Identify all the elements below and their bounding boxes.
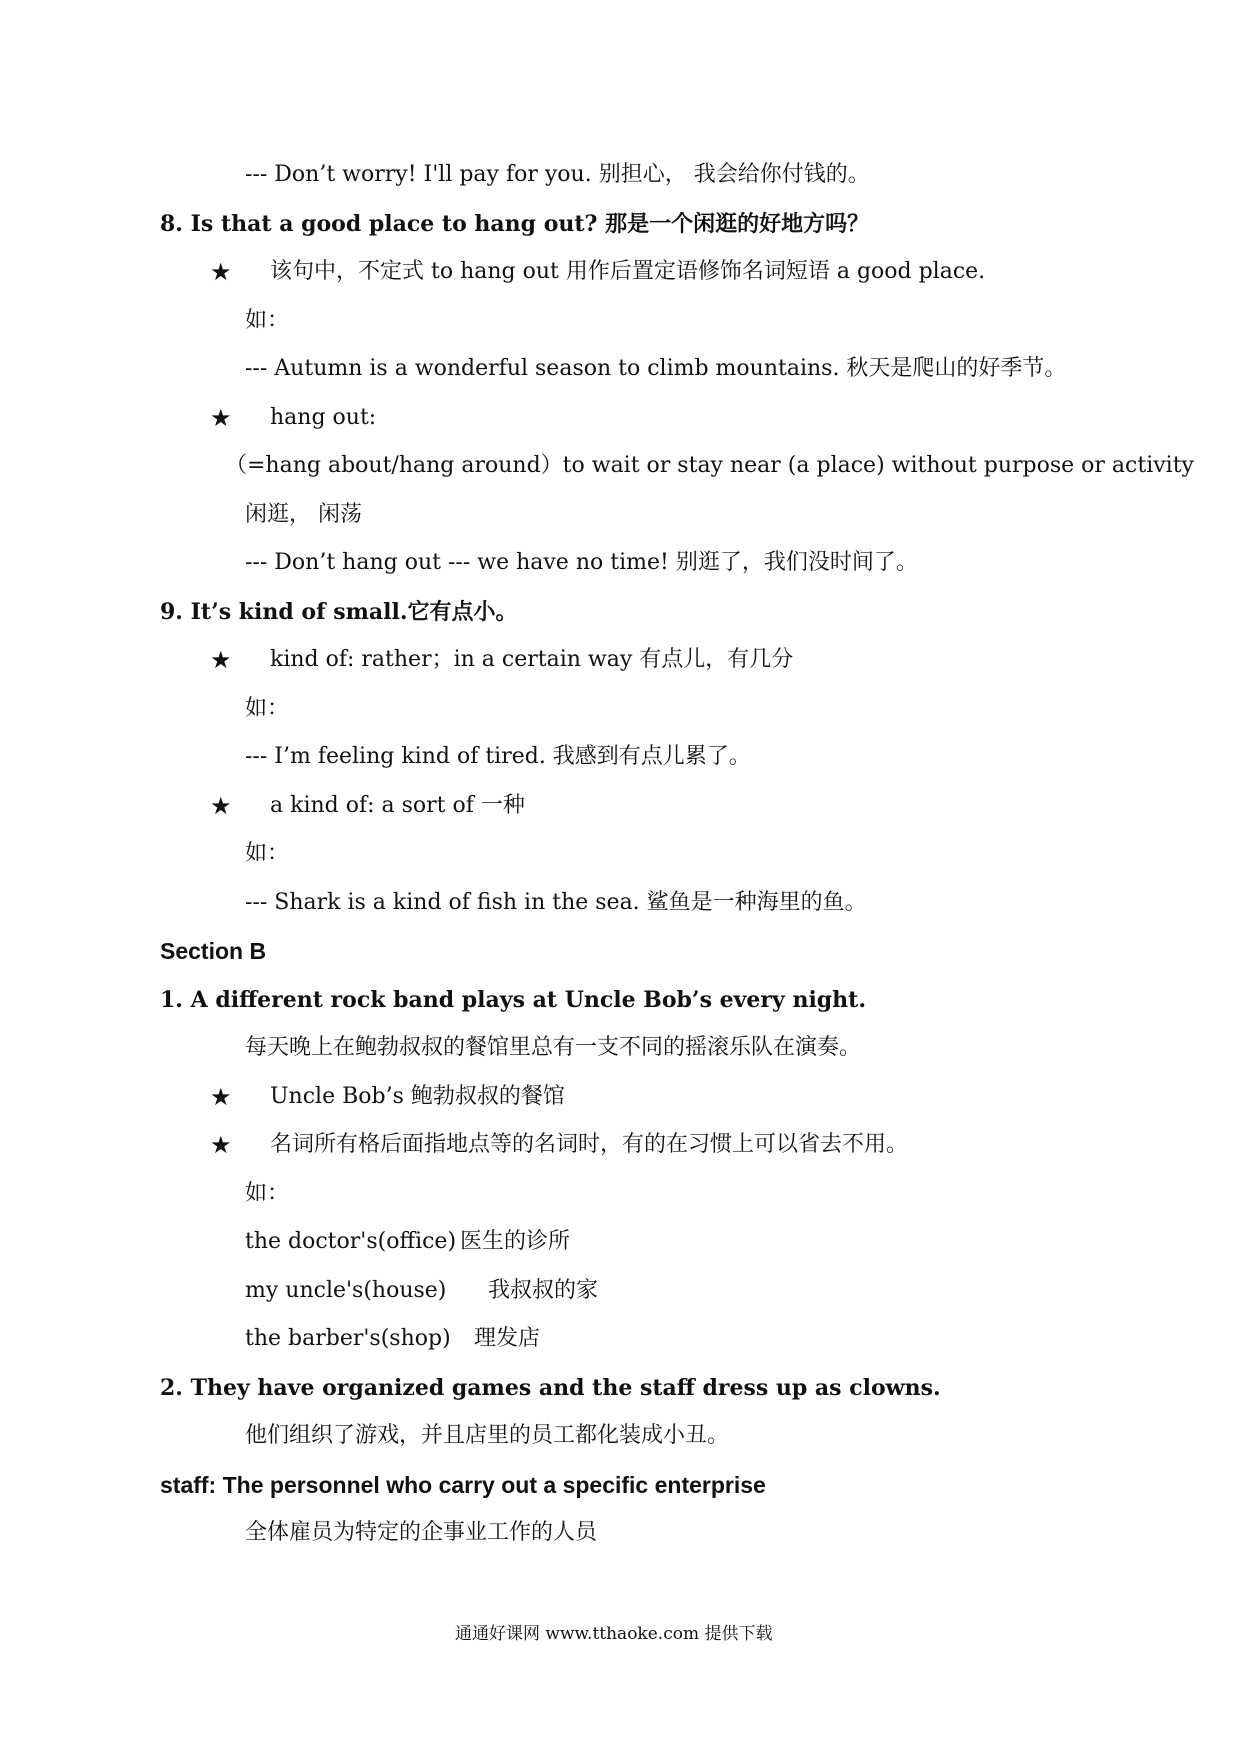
star-bullet-icon: ★	[210, 1131, 232, 1159]
star-bullet-icon: ★	[210, 1083, 232, 1111]
translation-text: 全体雇员为特定的企事业工作的人员	[245, 1520, 598, 1545]
example-term: my uncle's(house)	[245, 1278, 447, 1303]
item-heading-b1: 1. A different rock band plays at Uncle Bob’s every night.	[160, 987, 866, 1013]
example-line: --- Don’t worry! I'll pay for you. 别担心， 我会给你付钱的。	[245, 162, 870, 187]
section-heading: Section B	[160, 938, 267, 964]
translation-text: 每天晚上在鲍勃叔叔的餐馆里总有一支不同的摇滚乐队在演奏。	[245, 1035, 862, 1060]
example-line: --- Autumn is a wonderful season to climb mountains. 秋天是爬山的好季节。	[245, 356, 1067, 381]
translation-text: 他们组织了游戏，并且店里的员工都化装成小丑。	[245, 1423, 730, 1448]
star-bullet-icon: ★	[210, 646, 232, 674]
note-text: hang out:	[270, 405, 377, 430]
item-heading-b2: 2. They have organized games and the staff dress up as clowns.	[160, 1375, 941, 1401]
example-label: 如：	[245, 841, 290, 866]
translation-text: 闲逛， 闲荡	[245, 502, 362, 527]
example-label: 如：	[245, 1181, 290, 1206]
definition-text: （=hang about/hang around）to wait or stay near (a place) without purpose or activity	[225, 453, 1194, 478]
example-term: the doctor's(office)	[245, 1229, 457, 1254]
example-translation: 医生的诊所	[460, 1229, 571, 1254]
example-label: 如：	[245, 696, 290, 721]
page-footer: 通通好课网 www.tthaoke.com 提供下载	[455, 1624, 773, 1644]
note-text: kind of: rather；in a certain way 有点儿，有几分	[270, 647, 794, 672]
example-line: --- Don’t hang out --- we have no time! 别逛了，我们没时间了。	[245, 550, 918, 575]
example-translation: 我叔叔的家	[488, 1278, 599, 1303]
note-text: a kind of: a sort of 一种	[270, 793, 525, 818]
item-heading-9: 9. It’s kind of small.它有点小。	[160, 599, 518, 625]
star-bullet-icon: ★	[210, 404, 232, 432]
item-heading-8: 8. Is that a good place to hang out? 那是一个闲逛的好地方吗？	[160, 211, 870, 237]
example-label: 如：	[245, 308, 290, 333]
star-bullet-icon: ★	[210, 792, 232, 820]
example-line: --- Shark is a kind of fish in the sea. 鲨鱼是一种海里的鱼。	[245, 890, 867, 915]
note-text: 名词所有格后面指地点等的名词时，有的在习惯上可以省去不用。	[270, 1132, 909, 1157]
example-term: the barber's(shop)	[245, 1326, 451, 1351]
example-line: --- I’m feeling kind of tired. 我感到有点儿累了。	[245, 744, 751, 769]
star-bullet-icon: ★	[210, 258, 232, 286]
definition-heading: staff: The personnel who carry out a specific enterprise	[160, 1472, 766, 1498]
example-translation: 理发店	[474, 1326, 541, 1351]
note-text: 该句中，不定式 to hang out 用作后置定语修饰名词短语 a good place.	[270, 259, 986, 284]
note-text: Uncle Bob’s 鲍勃叔叔的餐馆	[270, 1084, 565, 1109]
